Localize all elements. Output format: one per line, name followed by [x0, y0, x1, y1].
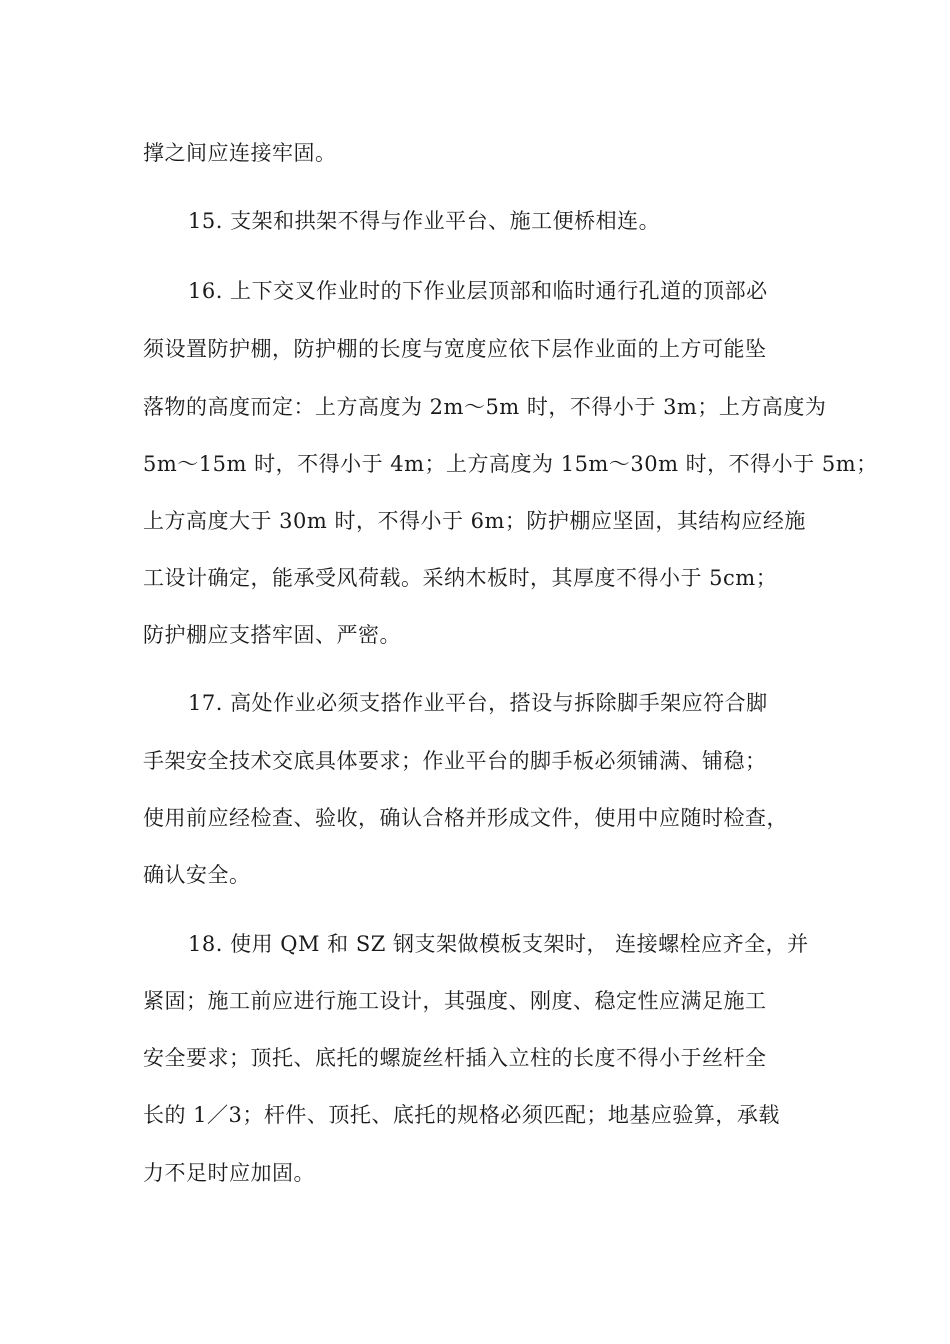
paragraph-line: 手架安全技术交底具体要求；作业平台的脚手板必须铺满、铺稳；: [143, 749, 767, 773]
item-18-line: 18. 使用 QM 和 SZ 钢支架做模板支架时， 连接螺栓应齐全，并: [188, 932, 809, 956]
paragraph-line: 工设计确定，能承受风荷载。采纳木板时，其厚度不得小于 5cm；: [143, 566, 778, 590]
item-17-line: 17. 高处作业必须支搭作业平台，搭设与拆除脚手架应符合脚: [188, 691, 768, 715]
item-15-line: 15. 支架和拱架不得与作业平台、施工便桥相连。: [188, 209, 661, 233]
paragraph-line: 上方高度大于 30m 时，不得小于 6m；防护棚应坚固，其结构应经施: [143, 509, 806, 533]
paragraph-line: 紧固；施工前应进行施工设计，其强度、刚度、稳定性应满足施工: [143, 989, 767, 1013]
paragraph-line: 撑之间应连接牢固。: [143, 141, 337, 165]
paragraph-line: 落物的高度而定：上方高度为 2m～5m 时，不得小于 3m；上方高度为: [143, 395, 827, 419]
paragraph-line: 须设置防护棚，防护棚的长度与宽度应依下层作业面的上方可能坠: [143, 337, 767, 361]
paragraph-line: 确认安全。: [143, 863, 251, 887]
paragraph-line: 安全要求；顶托、底托的螺旋丝杆插入立柱的长度不得小于丝杆全: [143, 1046, 767, 1070]
item-16-line: 16. 上下交叉作业时的下作业层顶部和临时通行孔道的顶部必: [188, 279, 768, 303]
paragraph-line: 5m～15m 时，不得小于 4m；上方高度为 15m～30m 时，不得小于 5m；: [143, 452, 878, 476]
paragraph-line: 长的 1／3；杆件、顶托、底托的规格必须匹配；地基应验算，承载: [143, 1103, 780, 1127]
paragraph-line: 使用前应经检查、验收，确认合格并形成文件，使用中应随时检查，: [143, 806, 788, 830]
paragraph-line: 防护棚应支搭牢固、严密。: [143, 623, 401, 647]
paragraph-line: 力不足时应加固。: [143, 1161, 315, 1185]
